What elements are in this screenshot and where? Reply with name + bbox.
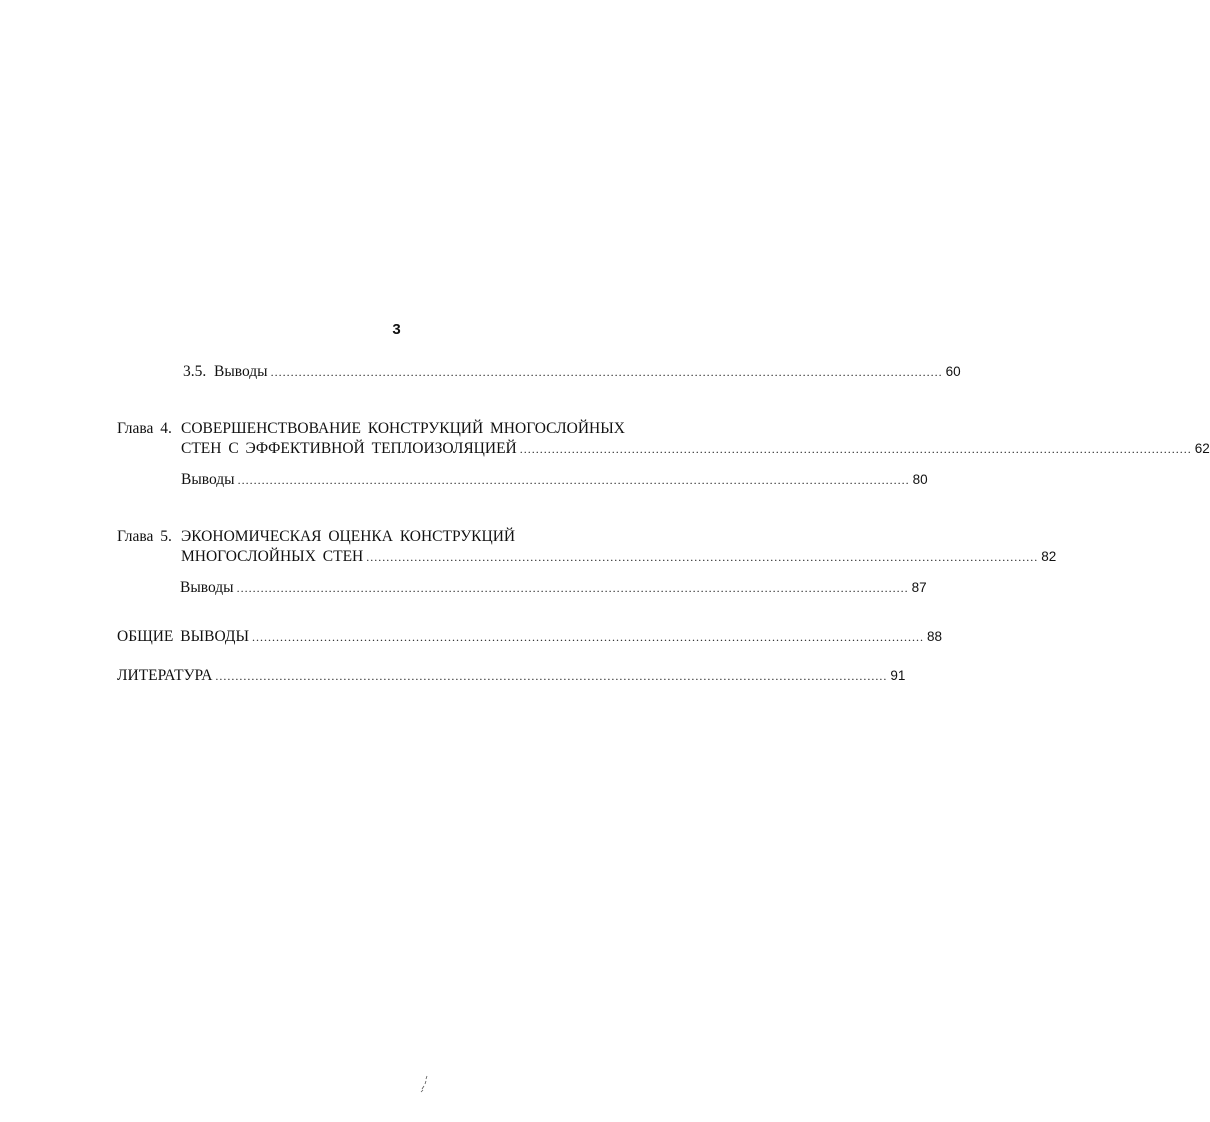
toc-page-number: 88 [926, 629, 943, 644]
toc-entry-chapter-5-conclusions [180, 578, 927, 598]
toc-page-number: 60 [945, 364, 961, 379]
toc-entry-chapter-4 [181, 439, 1210, 459]
chapter-5-heading [117, 527, 515, 547]
conclusions-title: Выводы [180, 579, 234, 596]
toc-page-number: 82 [1041, 549, 1057, 564]
chapter-prefix: Глава 5. [117, 528, 172, 545]
scan-mark [420, 1075, 430, 1093]
toc-entry-literature [117, 666, 906, 686]
toc-entry-section-3-5 [183, 362, 961, 382]
section-number: 3.5. [183, 363, 207, 380]
toc-entry-chapter-5 [181, 547, 1057, 567]
toc-page-number: 80 [912, 472, 928, 487]
chapter-title-line-2: СТЕН С ЭФФЕКТИВНОЙ ТЕПЛОИЗОЛЯЦИЕЙ [181, 440, 517, 457]
chapter-4-heading [117, 419, 625, 439]
chapter-title-line-1: СОВЕРШЕНСТВОВАНИЕ КОНСТРУКЦИЙ МНОГОСЛОЙНЫХ [181, 420, 625, 437]
conclusions-title: Выводы [181, 471, 235, 488]
section-title: Выводы [214, 363, 268, 380]
toc-entry-general-conclusions [117, 627, 943, 647]
dot-leader: ........................................................................................................................................................................ [215, 669, 888, 683]
page-number: 3 [392, 321, 401, 338]
toc-page-number: 91 [890, 668, 906, 683]
dot-leader: ........................................................................................................................................................................ [236, 581, 909, 595]
chapter-title-line-1: ЭКОНОМИЧЕСКАЯ ОЦЕНКА КОНСТРУКЦИЙ [181, 528, 516, 545]
chapter-prefix: Глава 4. [117, 420, 172, 437]
toc-entry-label [183, 362, 268, 382]
toc-entry-chapter-4-conclusions [181, 470, 928, 490]
dot-leader: ........................................................................................................................................................................ [237, 473, 910, 487]
dot-leader: ........................................................................................................................................................................ [366, 550, 1039, 564]
dot-leader: ........................................................................................................................................................................ [270, 365, 943, 379]
toc-page-number: 62 [1194, 441, 1210, 456]
dot-leader: ........................................................................................................................................................................ [519, 442, 1192, 456]
literature-title: ЛИТЕРАТУРА [117, 667, 213, 684]
dot-leader: ........................................................................................................................................................................ [251, 630, 924, 644]
general-conclusions-title: ОБЩИЕ ВЫВОДЫ [117, 628, 249, 645]
toc-page-number: 87 [911, 580, 927, 595]
chapter-title-line-2: МНОГОСЛОЙНЫХ СТЕН [181, 548, 364, 565]
